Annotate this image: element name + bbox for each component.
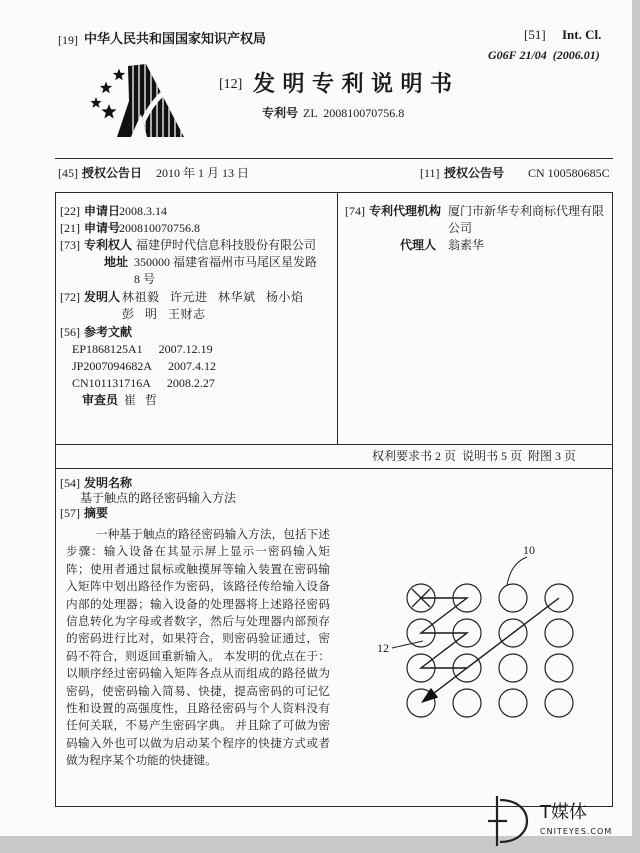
emblem-star (101, 104, 116, 119)
abstract-line: 一种基于触点的路径密码输入方法，包括下述 (96, 528, 330, 541)
reference-number: EP1868125A1 (72, 342, 143, 356)
grant-date-label: 授权公告日 (82, 166, 143, 180)
reference-number: CN101131716A (72, 376, 151, 390)
application-number-value: 200810070756.8 (119, 221, 200, 235)
office-code: [19] (58, 33, 78, 47)
agency-code: [74] (345, 204, 365, 218)
abstract-line: 任何关联，不易产生密码字典。 并且除了可做为密 (66, 719, 330, 733)
abstract-line: 的密码进行比对，如果符合，则密码验证通过，密 (66, 632, 330, 646)
abstract-line: 信息转化为字母或者数字，然后与处理器内部预存 (66, 614, 330, 628)
grant-number-value: CN 100580685C (528, 166, 610, 180)
invention-title-code: [54] (60, 476, 80, 490)
agent-label: 代理人 (400, 238, 437, 252)
filing-date-label: 申请日 (84, 204, 121, 218)
emblem-star (100, 82, 112, 94)
class-label: Int. Cl. (562, 27, 602, 42)
grant-date-value: 2010 年 1 月 13 日 (156, 166, 250, 180)
page-title: 发 明 专 利 说 明 书 (253, 71, 454, 96)
references-label: 参考文献 (84, 325, 133, 339)
column-divider (337, 192, 338, 444)
patentee-value: 福建伊时代信息科技股份有限公司 (136, 238, 317, 252)
office-name: 中华人民共和国国家知识产权局 (84, 31, 267, 46)
abstract-label: 摘要 (84, 506, 109, 520)
reference-date: 2008.2.27 (166, 376, 215, 390)
reference-date: 2007.4.12 (168, 359, 217, 373)
class-code: [51] (524, 27, 546, 42)
abstract-line: 内部的处理器；输入设备的处理器将上述路径密码 (66, 597, 330, 611)
abstract-line: 以顺序经过密码输入矩阵各点从而组成的路径做为 (66, 667, 330, 681)
class-value: G06F 21/04 (2006.01) (488, 48, 600, 62)
patent-number-value: ZL 200810070756.8 (303, 106, 405, 120)
references-code: [56] (60, 325, 80, 339)
patentee-code: [73] (60, 238, 80, 252)
reference-date: 2007.12.19 (158, 342, 213, 356)
inventors-label: 发明人 (84, 290, 121, 304)
agency-label: 专利代理机构 (369, 204, 442, 218)
emblem-body (110, 60, 190, 142)
invention-title-value: 基于触点的路径密码输入方法 (80, 491, 237, 505)
agency-line-2: 公司 (448, 221, 473, 235)
page-counts: 权利要求书 2 页 说明书 5 页 附图 3 页 (372, 449, 577, 463)
watermark-site: CNITEYES.COM (540, 827, 613, 836)
grant-date-code: [45] (58, 166, 78, 180)
application-number-label: 申请号 (84, 221, 121, 235)
abstract-line: 入矩阵中划出路径作为密码，该路径传给输入设备 (66, 580, 330, 594)
application-number-code: [21] (60, 221, 80, 235)
invention-title-label: 发明名称 (84, 476, 133, 490)
abstract-line: 码输入外也可以做为启动某个程序的快捷方式或者 (66, 736, 330, 750)
emblem-stars (90, 69, 125, 119)
examiner-value: 崔 哲 (124, 393, 158, 407)
filing-date-code: [22] (60, 204, 80, 218)
emblem-mark (110, 60, 190, 142)
agency-line-1: 厦门市新华专利商标代理有限 (448, 204, 605, 218)
abstract-line: 阵；使用者通过鼠标或触摸屏等输入装置在密码输 (66, 562, 330, 576)
abstract-line: 做为程序某个功能的快捷键。 (66, 754, 217, 768)
abstract-line: 性和设置的高强度性，且路径密码与个人资料没有 (66, 701, 330, 715)
watermark-brand: T媒体 (540, 802, 587, 823)
page-count-divider (55, 444, 613, 445)
office-emblem (90, 60, 190, 142)
inventors-line-2: 彭 明 王财志 (122, 307, 206, 321)
patent-number-label: 专利号 (262, 106, 299, 120)
emblem-star (90, 97, 101, 108)
abstract-code: [57] (60, 506, 80, 520)
reference-item (72, 359, 216, 373)
examiner-label: 审查员 (82, 393, 119, 407)
agent-value: 翁素华 (448, 238, 485, 252)
header-divider (55, 158, 613, 159)
doc-code: [12] (219, 77, 243, 92)
address-label: 地址 (104, 255, 129, 269)
abstract-text (66, 526, 330, 769)
grant-number-code: [11] (420, 166, 440, 180)
figure-label-12: 12 (377, 641, 389, 655)
filing-date-value: 2008.3.14 (119, 204, 167, 218)
inventors-line-1: 林祖毅 许元进 林华斌 杨小焰 (122, 290, 304, 304)
emblem-star (113, 69, 125, 81)
abstract-line: 步骤：输入设备在其显示屏上显示一密码输入矩 (66, 545, 330, 559)
reference-item (72, 342, 213, 356)
reference-number: JP2007094682A (72, 359, 153, 373)
grant-number-label: 授权公告号 (444, 166, 505, 180)
abstract-line: 密码，使密码输入简易、快捷，提高密码的可记忆 (66, 684, 330, 698)
patentee-label: 专利权人 (84, 238, 133, 252)
address-line-1: 350000 福建省福州市马尾区星发路 (134, 255, 318, 269)
reference-item (72, 376, 215, 390)
abstract-line: 码不符合，则返回重新输入。 本发明的优点在于： (66, 649, 330, 663)
inventors-code: [72] (60, 290, 80, 304)
figure-label-10: 10 (523, 543, 535, 557)
address-line-2: 8 号 (134, 272, 156, 286)
